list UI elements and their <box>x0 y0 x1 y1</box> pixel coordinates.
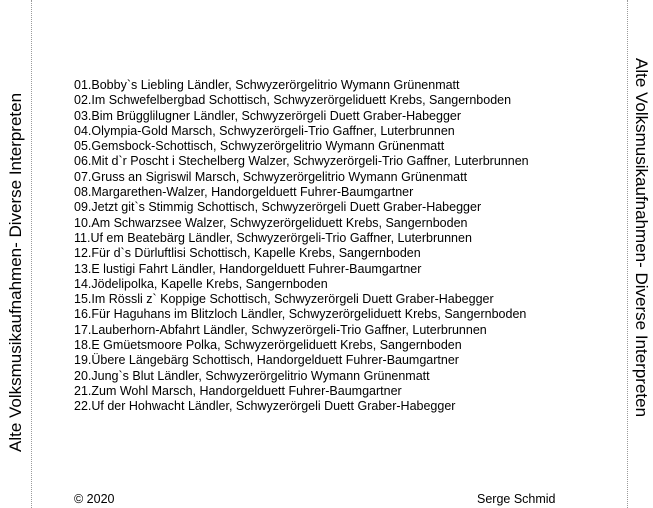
right-spine-title: Alte Volksmusikaufnahmen- Diverse Interpreten <box>632 58 651 418</box>
track-item: 15.Im Rössli z` Koppige Schottisch, Schwyzerörgeli Duett Graber-Habegger <box>74 292 494 307</box>
track-item: 12.Für d`s Dürluftlisi Schottisch, Kapelle Krebs, Sangernboden <box>74 246 421 261</box>
right-fold-line <box>627 0 628 508</box>
author-name: Serge Schmid <box>477 492 556 506</box>
track-item: 05.Gemsbock-Schottisch, Schwyzerörgelitrio Wymann Grünenmatt <box>74 139 445 154</box>
track-item: 13.E lustigi Fahrt Ländler, Handorgelduett Fuhrer-Baumgartner <box>74 261 422 276</box>
track-item: 18.E Gmüetsmoore Polka, Schwyzerörgeliduett Krebs, Sangernboden <box>74 338 462 353</box>
left-spine-title: Alte Volksmusikaufnahmen- Diverse Interpreten <box>6 92 25 452</box>
track-item: 19.Übere Längebärg Schottisch, Handorgelduett Fuhrer-Baumgartner <box>74 353 459 368</box>
track-item: 04.Olympia-Gold Marsch, Schwyzerörgeli-Trio Gaffner, Luterbrunnen <box>74 123 455 138</box>
track-item: 11.Uf em Beatebärg Ländler, Schwyzerörgeli-Trio Gaffner, Luterbrunnen <box>74 230 472 245</box>
track-item: 07.Gruss an Sigriswil Marsch, Schwyzerörgelitrio Wymann Grünenmatt <box>74 169 468 184</box>
track-item: 01.Bobby`s Liebling Ländler, Schwyzerörgelitrio Wymann Grünenmatt <box>74 78 460 92</box>
track-item: 09.Jetzt git`s Stimmig Schottisch, Schwyzerörgeli Duett Graber-Habegger <box>74 200 482 215</box>
track-item: 14.Jödelipolka, Kapelle Krebs, Sangernboden <box>74 276 328 291</box>
track-list <box>74 78 529 415</box>
track-item: 10.Am Schwarzsee Walzer, Schwyzerörgeliduett Krebs, Sangernboden <box>74 215 468 230</box>
track-item: 08.Margarethen-Walzer, Handorgelduett Fuhrer-Baumgartner <box>74 185 414 200</box>
left-fold-line <box>31 0 32 508</box>
track-item: 21.Zum Wohl Marsch, Handorgelduett Fuhrer-Baumgartner <box>74 383 402 398</box>
track-item: 17.Lauberhorn-Abfahrt Ländler, Schwyzerörgeli-Trio Gaffner, Luterbrunnen <box>74 322 487 337</box>
track-item: 06.Mit d`r Poscht i Stechelberg Walzer, Schwyzerörgeli-Trio Gaffner, Luterbrunnen <box>74 154 529 169</box>
track-item: 20.Jung`s Blut Ländler, Schwyzerörgelitrio Wymann Grünenmatt <box>74 368 430 383</box>
copyright-text: © 2020 <box>74 492 115 506</box>
track-item: 03.Bim Brügglilugner Ländler, Schwyzerörgeli Duett Graber-Habegger <box>74 108 462 123</box>
track-item: 02.Im Schwefelbergbad Schottisch, Schwyzerörgeliduett Krebs, Sangernboden <box>74 93 512 108</box>
track-item: 16.Für Haguhans im Blitzloch Ländler, Schwyzerörgeliduett Krebs, Sangernboden <box>74 307 527 322</box>
track-item: 22.Uf der Hohwacht Ländler, Schwyzerörgeli Duett Graber-Habegger <box>74 399 456 414</box>
